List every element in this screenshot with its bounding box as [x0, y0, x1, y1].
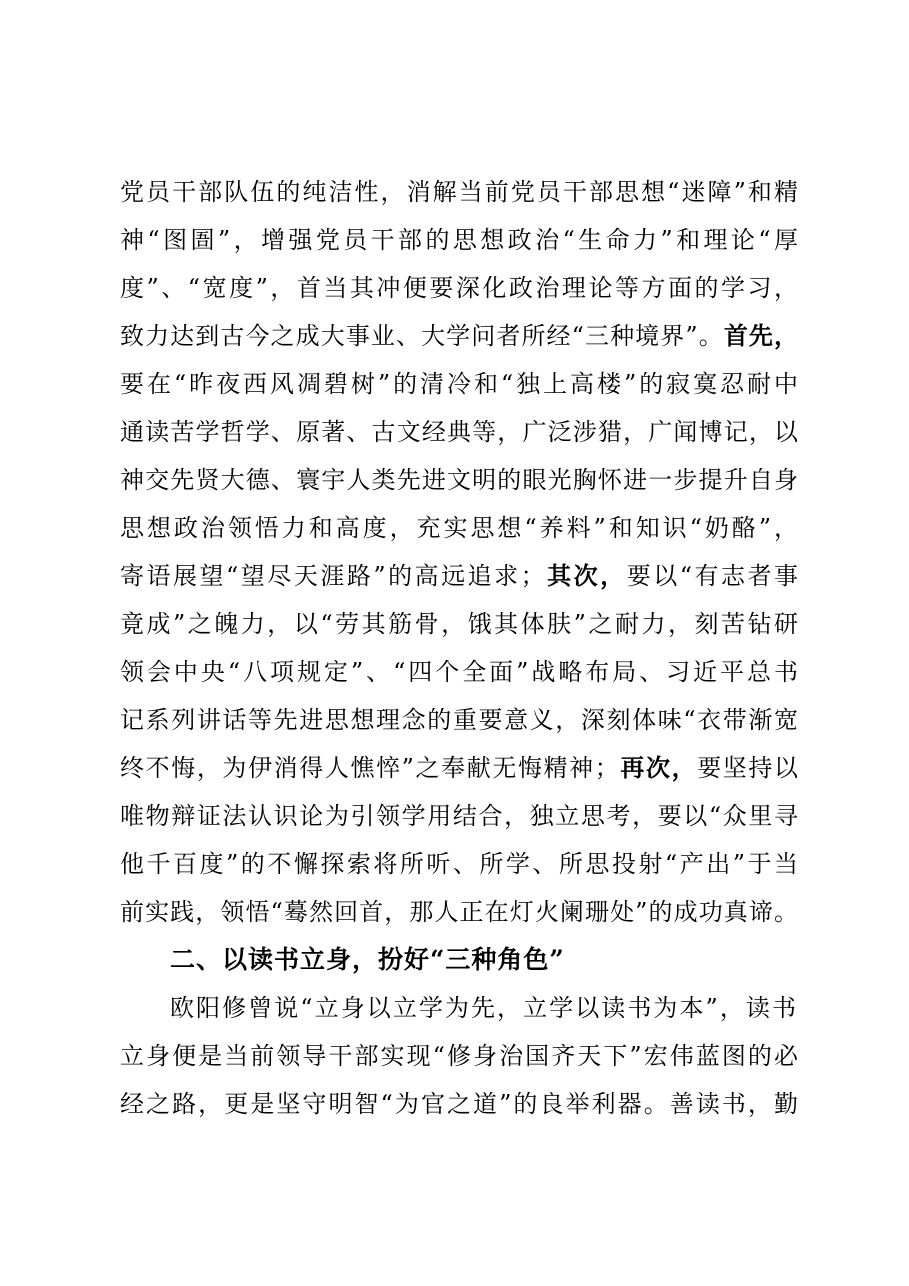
text-line: 领会中央“八项规定”、“四个全面”战略布局、习近平总书 — [120, 658, 798, 686]
text-line: 要在“昨夜西风凋碧树”的清冷和“独上高楼”的寂寞忍耐中 — [120, 370, 798, 398]
text-line: 思想政治领悟力和高度，充实思想“养料”和知识“奶酪”， — [120, 514, 798, 542]
text-line: 立身便是当前领导干部实现“修身治国齐天下”宏伟蓝图的必 — [120, 1042, 798, 1070]
text-line — [120, 744, 798, 792]
text-line: 唯物辩证法认识论为引领学用结合，独立思考，要以“众里寻 — [120, 802, 798, 830]
emphasis-text: 其次， — [544, 561, 627, 590]
section-heading: 二、以读书立身，扮好“三种角色” — [170, 945, 565, 974]
text-segment: 致力达到古今之成大事业、大学问者所经“三种境界”。 — [120, 322, 724, 350]
text-line — [120, 552, 798, 600]
text-line: 欧阳修曾说“立身以立学为先，立学以读书为本”，读书 — [170, 994, 796, 1022]
text-line: 竟成”之魄力，以“劳其筋骨，饿其体肤”之耐力，刻苦钻研 — [120, 610, 798, 638]
text-segment: 要以“有志者事 — [626, 562, 798, 590]
text-segment: 寄语展望“望尽天涯路”的高远追求； — [120, 562, 545, 590]
text-line: 他千百度”的不懈探索将所听、所学、所思投射“产出”于当 — [120, 850, 798, 878]
text-line: 经之路，更是坚守明智“为官之道”的良举利器。善读书，勤 — [120, 1090, 798, 1118]
text-line: 前实践，领悟“蓦然回首，那人正在灯火阑珊处”的成功真谛。 — [120, 898, 798, 926]
text-segment: 要坚持以 — [697, 754, 799, 782]
text-line: 通读苦学哲学、原著、古文经典等，广泛涉猎，广闻博记，以 — [120, 418, 798, 446]
emphasis-text: 再次， — [618, 753, 698, 782]
text-line: 神“图圄”，增强党员干部的思想政治“生命力”和理论“厚 — [120, 226, 798, 254]
text-segment: 终不悔，为伊消得人憔悴”之奉献无悔精神； — [120, 754, 619, 782]
paragraph — [120, 168, 800, 936]
emphasis-text: 首先， — [723, 321, 798, 350]
document-body — [120, 168, 800, 1128]
text-line — [120, 312, 798, 360]
text-line: 神交先贤大德、寰宇人类先进文明的眼光胸怀进一步提升自身 — [120, 466, 798, 494]
text-line: 党员干部队伍的纯洁性，消解当前党员干部思想“迷障”和精 — [120, 178, 798, 206]
paragraph — [120, 984, 800, 1128]
text-line: 度”、“宽度”，首当其冲便要深化政治理论等方面的学习， — [120, 274, 798, 302]
text-line: 记系列讲话等先进思想理念的重要意义，深刻体味“衣带渐宽 — [120, 706, 798, 734]
